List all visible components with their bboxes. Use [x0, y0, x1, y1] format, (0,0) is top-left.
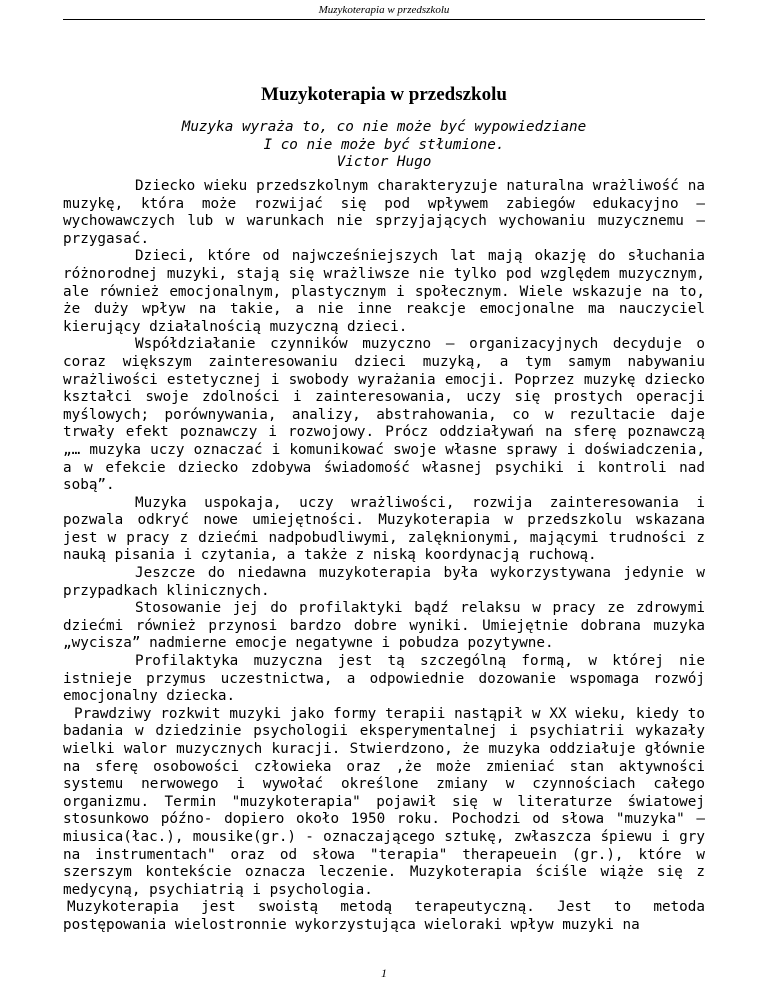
document-body [63, 178, 705, 935]
paragraph: Muzykoterapia jest swoistą metodą terapeutyczną. Jest to metoda postępowania wielostronnie wykorzystująca wieloraki wpływ muzyki na [63, 899, 705, 933]
paragraph: Dziecko wieku przedszkolnym charakteryzuje naturalna wrażliwość na muzykę, która może rozwijać się pod wpływem zabiegów edukacyjno – wychowawczych lub w warunkach nie sprzyjających wychowaniu muzycznemu – przygasać. [63, 178, 705, 247]
epigraph-line-2: I co nie może być stłumione. [263, 136, 505, 153]
paragraph: Stosowanie jej do profilaktyki bądź relaksu w pracy ze zdrowymi dziećmi również przynosi bardzo dobre wyniki. Umiejętnie dobrana muzyka „wycisza” nadmierne emocje negatywne i pobudza pozytywne. [63, 600, 705, 652]
paragraph: Dzieci, które od najwcześniejszych lat mają okazję do słuchania różnorodnej muzyki, stają się wrażliwsze nie tylko pod względem muzycznym, ale również emocjonalnym, plastycznym i społecznym. Wiele wskazuje na to, że duży wpływ na takie, a nie inne reakcje emocjonalne ma nauczyciel kierujący działalnością muzyczną dzieci. [63, 248, 705, 335]
epigraph [0, 119, 768, 172]
epigraph-line-1: Muzyka wyraża to, co nie może być wypowiedziane [181, 119, 587, 135]
paragraph: Profilaktyka muzyczna jest tą szczególną formą, w której nie istnieje przymus uczestnictwa, a odpowiednie dozowanie wspomaga rozwój emocjonalny dziecka. [63, 653, 705, 705]
running-header: Muzykoterapia w przedszkolu [63, 4, 705, 20]
paragraph: Muzyka uspokaja, uczy wrażliwości, rozwija zainteresowania i pozwala odkryć nowe umiejętności. Muzykoterapia w przedszkolu wskazana jest w pracy z dziećmi nadpobudliwymi, zalęknionymi, mającymi trudności z nauką pisania i czytania, a także z niską koordynacją ruchową. [63, 494, 705, 564]
paragraph: Prawdziwy rozkwit muzyki jako formy terapii nastąpił w XX wieku, kiedy to badania w dziedzinie psychologii eksperymentalnej i psychiatrii wykazały wielki walor muzycznych kuracji. Stwierdzono, że muzyka oddziałuje głównie na sferę osobowości człowieka oraz ‚że może zmieniać stan aktywności systemu nerwowego i wywołać określone zmiany w czynnościach całego organizmu. Termin "muzykoterapia" pojawił się w literaturze światowej stosunkowo późno- dopiero około 1950 roku. Pochodzi od słowa "muzyka" – miusica(łac.), mousike(gr.) - oznaczającego sztukę, zwłaszcza śpiewu i gry na instrumentach" oraz od słowa "terapia" therapeuein (gr.), które w szerszym kontekście oznacza leczenie. Muzykoterapia ściśle wiąże się z medycyną, psychiatrią i psychologia. [63, 705, 705, 898]
paragraph: Współdziałanie czynników muzyczno – organizacyjnych decyduje o coraz większym zainteresowaniu dzieci muzyką, a tym samym nabywaniu wrażliwości estetycznej i swobody wyrażania emocji. Poprzez muzykę dziecko kształci swoje zdolności i zainteresowania, uczy się prostych operacji myślowych; porównywania, analizy, abstrahowania, co w rezultacie daje trwały efekt poznawczy i rozwojowy. Prócz oddziaływań na sferę poznawczą „… muzyka uczy oznaczać i komunikować swoje własne sprawy i doświadczenia, a w efekcie dziecko zdobywa świadomość własnej psychiki i kontroli nad sobą”. [63, 336, 705, 494]
paragraph: Jeszcze do niedawna muzykoterapia była wykorzystywana jedynie w przypadkach klinicznych. [63, 565, 705, 599]
document-title: Muzykoterapia w przedszkolu [261, 84, 507, 105]
epigraph-author: Victor Hugo [336, 154, 432, 170]
page-number: 1 [381, 966, 387, 980]
